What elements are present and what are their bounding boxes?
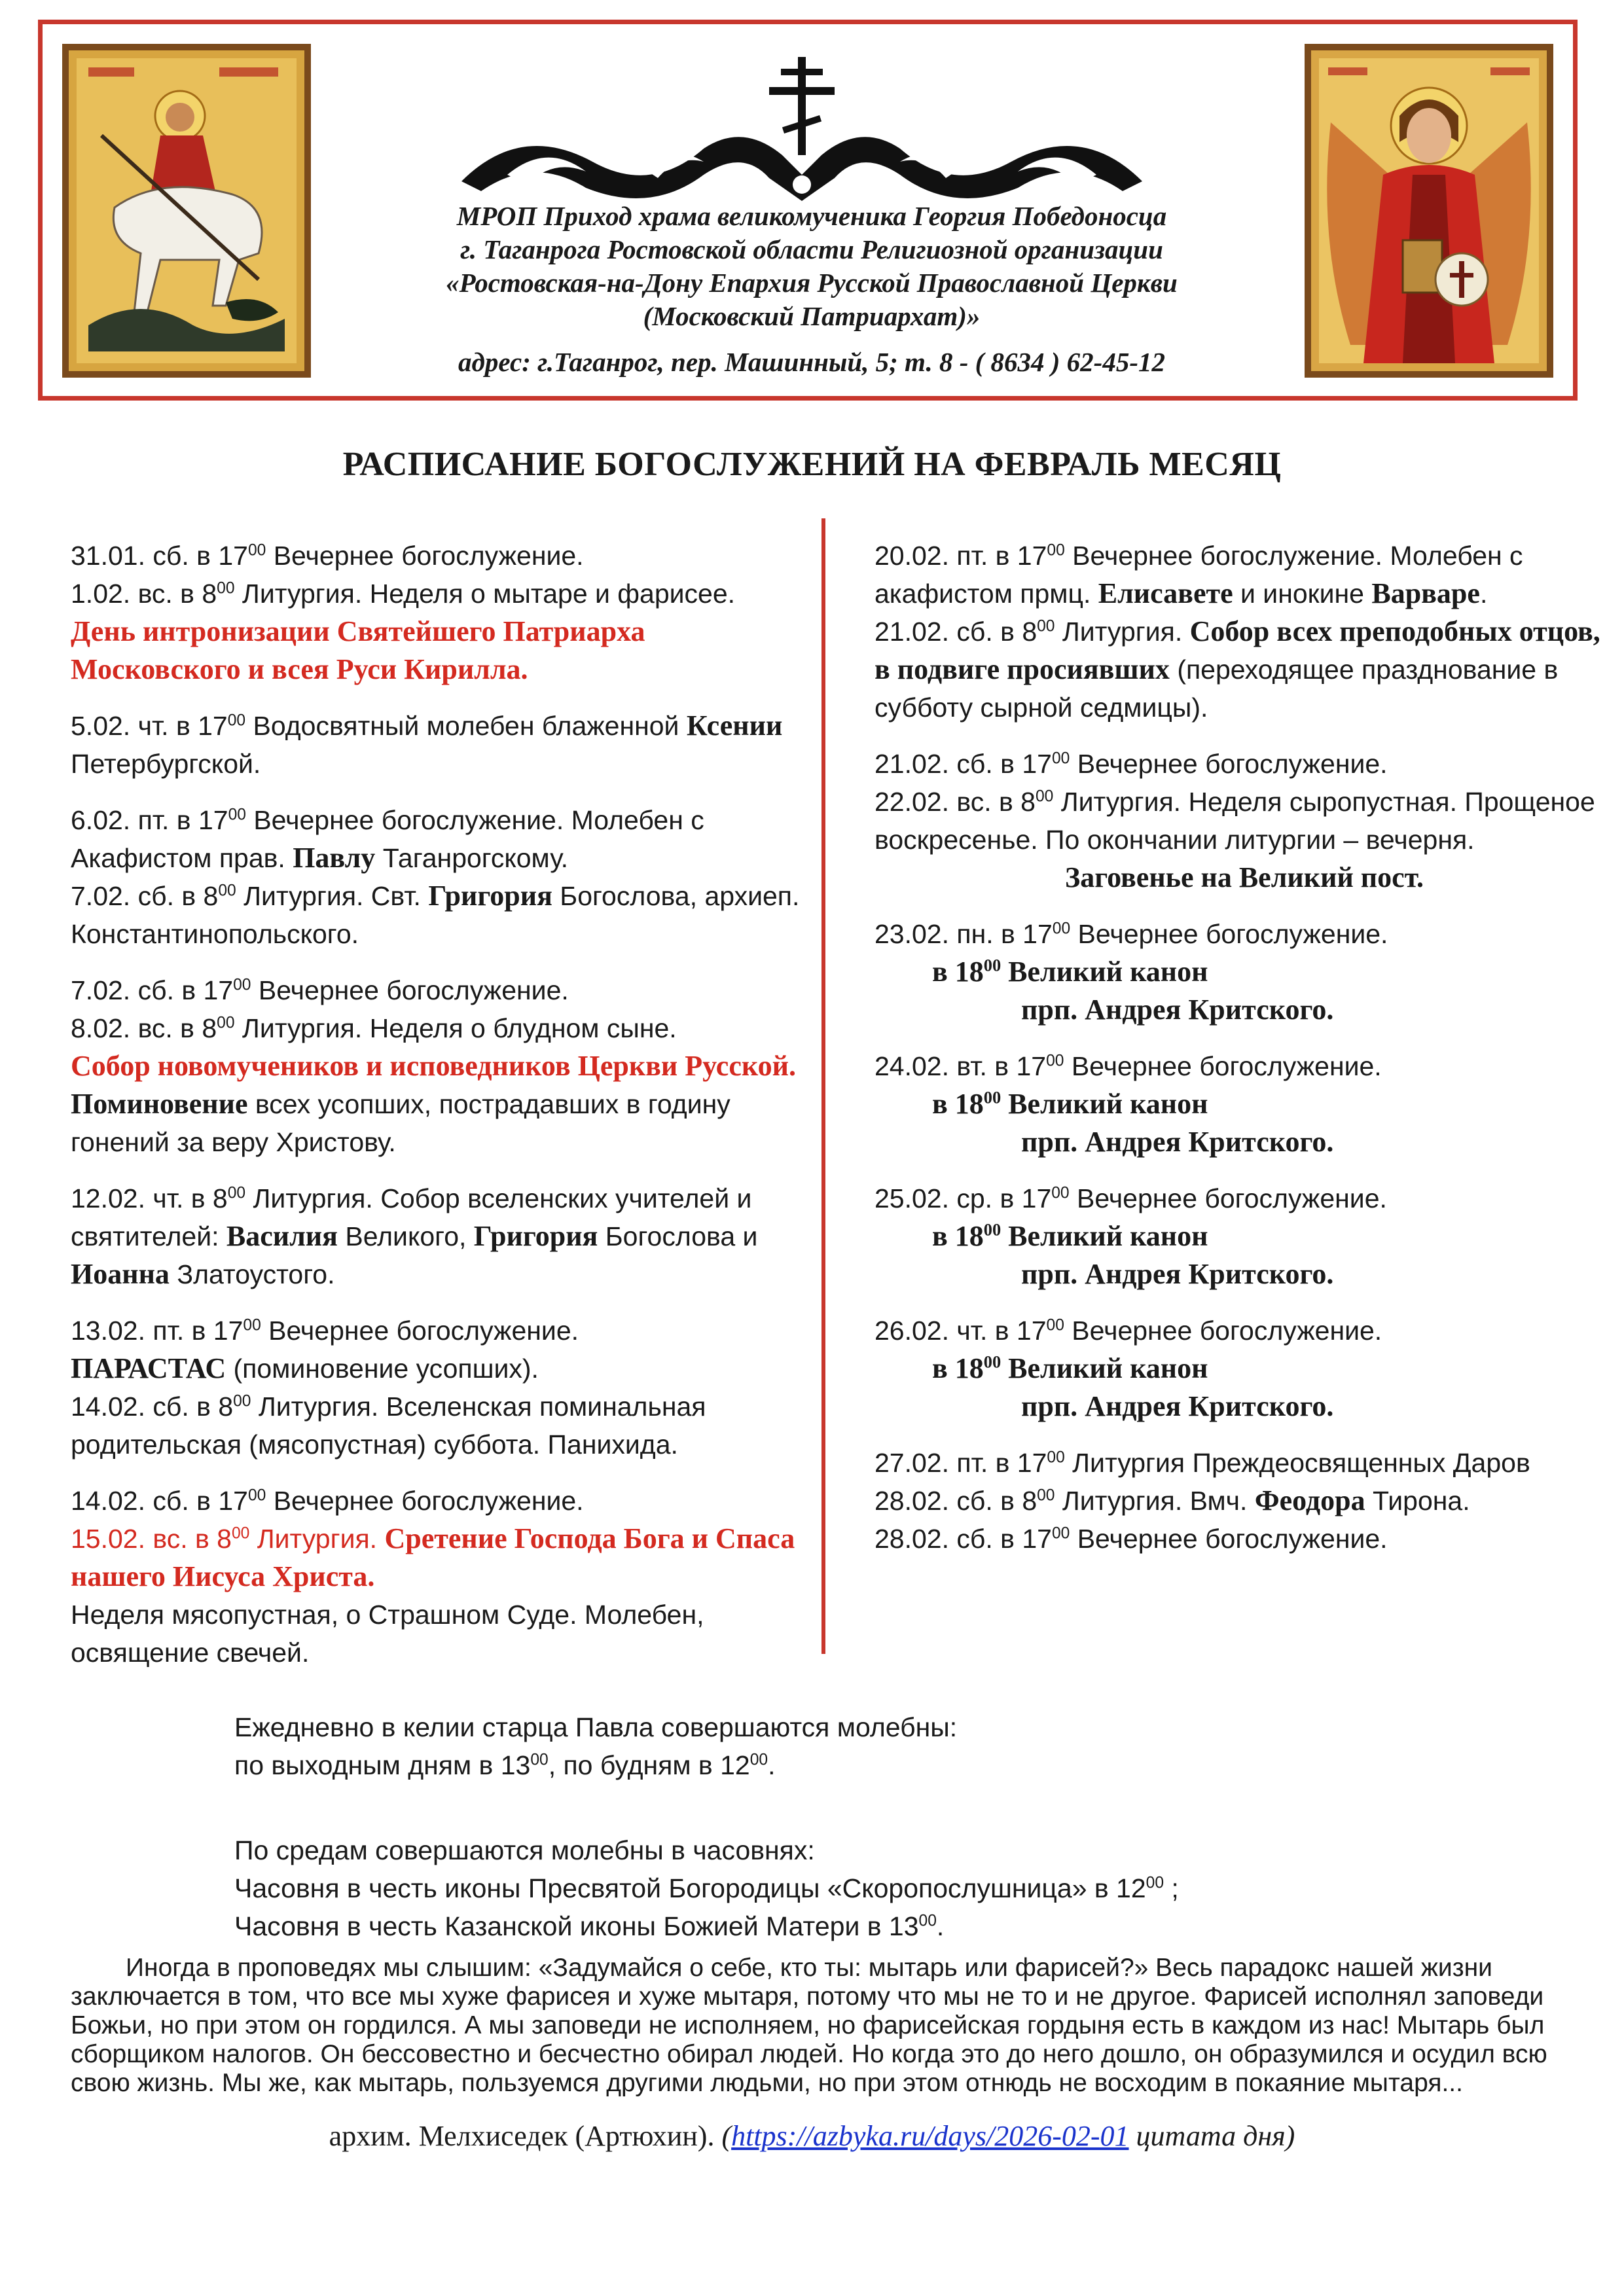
- parish-line-4: (Московский Патриархат)»: [643, 301, 981, 331]
- saint-george-icon: [62, 44, 311, 378]
- schedule-entry: 26.02. чт. в $17^{00}$ Вечернее богослужение. в $18^{00}$ Великий канон прп. Андрея Критского.: [875, 1316, 1382, 1422]
- feast-highlight: Сретение Господа Бога и Спаса нашего Иисуса Христа.: [71, 1522, 795, 1592]
- schedule-left-column: [71, 537, 804, 1690]
- schedule-entry: 6.02. пт. в $17^{00}$ Вечернее богослужение. Молебен с Акафистом прав. Павлу Таганрогскому. 7.02. сб. в $8^{00}$ Литургия. Свт. Григория Богослова, архиеп. Константинопольского.: [71, 805, 800, 949]
- schedule-entry: 13.02. пт. в $17^{00}$ Вечернее богослужение. ПАРАСТАС (поминовение усопших). 14.02. сб. в $8^{00}$ Литургия. Вселенская поминальная родительская (мясопустная) суббота. Панихида.: [71, 1316, 706, 1460]
- schedule-entry: 24.02. вт. в $17^{00}$ Вечернее богослужение. в $18^{00}$ Великий канон прп. Андрея Критского.: [875, 1051, 1382, 1158]
- lent-notice: Заговенье на Великий пост.: [1065, 861, 1424, 893]
- schedule-entry: 25.02. ср. в $17^{00}$ Вечернее богослужение. в $18^{00}$ Великий канон прп. Андрея Критского.: [875, 1183, 1387, 1290]
- schedule-entry: 31.01. сб. в $17^{00}$ Вечернее богослужение. 1.02. вс. в $8^{00}$ Литургия. Неделя о мытаре и фарисее. День интронизации Святейшего Патриарха Московского и всея Руси Кирилла.: [71, 537, 804, 689]
- parish-address: адрес: г.Таганрог, пер. Машинный, 5; т. 8 - ( 8634 ) 62-45-12: [458, 347, 1165, 377]
- daily-prayers-notice: Ежедневно в келии старца Павла совершаются молебны: по выходным дням в $13^{00}$, по будням в $12^{00}$. По средам совершаются молебны в часовнях: Часовня в честь иконы Пресвятой Богородицы «Скоропослушница» в $12^{00}$ ; Часовня в честь Казанской иконы Божией Матери в $13^{00}$.: [234, 1712, 1179, 1941]
- sermon-quote: Иногда в проповедях мы слышим: «Задумайся о себе, кто ты: мытарь или фарисей?» Весь парадокс нашей жизни заключается в том, что все мы хуже фарисея и хуже мытаря, потому что мы не то и не другое. Фарисей исполнял заповеди Божьи, но при этом он гордился. А мы заповеди не исполняем, но фарисейская гордыня есть в каждом из нас! Мытарь был сборщиком налогов. Он бессовестно и бесчестно обирал людей. Но когда это до него дошло, он образумился и осудил всю свою жизнь. Мы же, как мытарь, пользуемся другими людьми, но при этом отнюдь не восходим в покаяние мытаря...: [71, 1954, 1547, 2097]
- archangel-icon: [1305, 44, 1553, 378]
- schedule-entry: 20.02. пт. в $17^{00}$ Вечернее богослужение. Молебен с акафистом прмц. Елисавете и инокине Варваре. 21.02. сб. в $8^{00}$ Литургия. Собор всех преподобных отцов, в подвиге просиявших (переходящее празднование в субботу сырной седмицы).: [875, 541, 1600, 723]
- column-divider: [821, 518, 825, 1654]
- schedule-title: РАСПИСАНИЕ БОГОСЛУЖЕНИЙ НА ФЕВРАЛЬ МЕСЯЦ: [342, 446, 1282, 483]
- feast-highlight: Собор новомучеников и исповедников Церкви Русской.: [71, 1050, 796, 1082]
- header-banner: [38, 20, 1578, 401]
- parish-line-1: МРОП Приход храма великомученика Георгия Победоносца: [456, 201, 1167, 231]
- schedule-entry: 14.02. сб. в $17^{00}$ Вечернее богослужение. 15.02. вс. в $8^{00}$ Литургия. Сретение Господа Бога и Спаса нашего Иисуса Христа. Неделя мясопустная, о Страшном Суде. Молебен, освящение свечей.: [71, 1486, 795, 1668]
- schedule-right-column: [875, 537, 1614, 1576]
- parish-line-3: «Ростовская-на-Дону Епархия Русской Православной Церкви: [446, 268, 1178, 298]
- schedule-entry: 5.02. чт. в $17^{00}$ Водосвятный молебен блаженной Ксении Петербургской.: [71, 709, 783, 779]
- source-link[interactable]: https://azbyka.ru/days/2026-02-01: [731, 2120, 1129, 2152]
- feast-highlight: День интронизации Святейшего Патриарха Московского и всея Руси Кирилла.: [71, 615, 645, 685]
- schedule-entry: 23.02. пн. в $17^{00}$ Вечернее богослужение. в $18^{00}$ Великий канон прп. Андрея Критского.: [875, 919, 1388, 1026]
- schedule-entry: 12.02. чт. в $8^{00}$ Литургия. Собор вселенских учителей и святителей: Василия Великого, Григория Богослова и Иоанна Златоустого.: [71, 1183, 758, 1290]
- cross-ornament: [442, 50, 1162, 214]
- schedule-entry: 7.02. сб. в $17^{00}$ Вечернее богослужение. 8.02. вс. в $8^{00}$ Литургия. Неделя о блудном сыне. Собор новомучеников и исповедников Церкви Русской. Поминовение всех усопших, пострадавших в годину гонений за веру Христову.: [71, 975, 796, 1157]
- parish-name: [337, 200, 1286, 333]
- quote-author: архим. Мелхиседек (Артюхин).: [329, 2120, 722, 2152]
- schedule-entry: 21.02. сб. в $17^{00}$ Вечернее богослужение. 22.02. вс. в $8^{00}$ Литургия. Неделя сыропустная. Прощеное воскресенье. По окончании литургии – вечерня. Заговенье на Великий пост.: [875, 745, 1614, 897]
- schedule-entry: 27.02. пт. в $17^{00}$ Литургия Преждеосвященных Даров 28.02. сб. в $8^{00}$ Литургия. Вмч. Феодора Тирона. 28.02. сб. в $17^{00}$ Вечернее богослужение.: [875, 1448, 1530, 1554]
- quote-signature: архим. Мелхиседек (Артюхин). (https://azbyka.ru/days/2026-02-01 цитата дня): [329, 2120, 1295, 2152]
- parish-line-2: г. Таганрога Ростовской области Религиозной организации: [460, 234, 1163, 264]
